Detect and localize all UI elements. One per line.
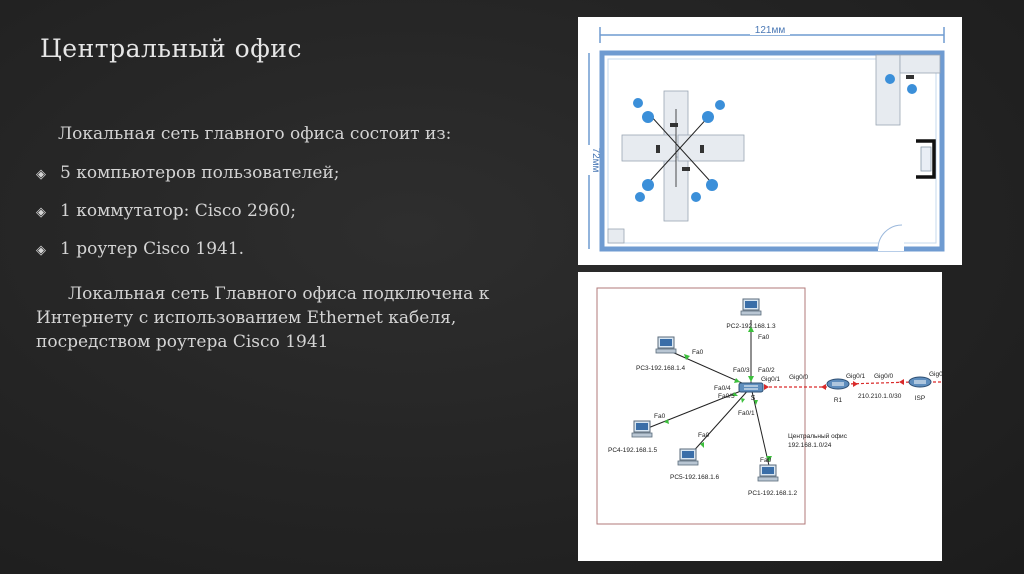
side-desk (608, 229, 624, 243)
chair-icon (702, 111, 714, 123)
port-label: Fa0 (760, 457, 772, 464)
pc3-icon[interactable] (656, 337, 676, 353)
bullet-text: 1 коммутатор: Cisco 2960; (60, 201, 297, 221)
port-label: Fa0 (692, 349, 704, 356)
slide-title: Центральный офис (40, 34, 302, 63)
port-label: Gig0/0 (789, 374, 809, 381)
link-pc4 (648, 387, 751, 428)
workstation-desk (876, 55, 900, 125)
port-label: Fa0/5 (718, 393, 735, 400)
bullet-item (36, 162, 339, 200)
topology-svg (578, 272, 942, 561)
chair-icon (691, 192, 701, 202)
cabinet-desk (921, 147, 931, 171)
height-label: 72мм (590, 147, 601, 173)
router-isp-icon[interactable] (909, 377, 931, 387)
port-label: Gig0 (929, 371, 942, 378)
chair-icon (885, 74, 895, 84)
diamond-bullet-icon: ◈ (36, 243, 46, 258)
pc4-label: PC4-192.168.1.5 (608, 447, 658, 454)
port-label: Fa0 (654, 413, 666, 420)
pc3-label: PC3-192.168.1.4 (636, 365, 686, 372)
chair-icon (635, 192, 645, 202)
pc1-label: PC1-192.168.1.2 (748, 490, 798, 497)
port-label: Fa0/1 (738, 410, 755, 417)
chair-icon (907, 84, 917, 94)
floorplan-image (578, 17, 962, 265)
diamond-bullet-icon: ◈ (36, 167, 46, 182)
width-label: 121мм (754, 25, 786, 36)
monitor-icon (670, 123, 678, 127)
pc5-icon[interactable] (678, 449, 698, 465)
bullet-text: 1 роутер Cisco 1941. (60, 239, 245, 259)
router-r1-label: R1 (833, 397, 843, 404)
port-label: Fa0 (758, 334, 770, 341)
monitor-icon (682, 167, 690, 171)
port-label: Fa0/3 (733, 367, 750, 374)
switch-icon[interactable] (739, 383, 763, 392)
conclusion-text: Локальная сеть Главного офиса подключена к Интернету с использованием Ethernet кабеля, посредством роутера Cisco 1941 (36, 284, 490, 352)
bullet-list (36, 162, 339, 276)
lan-note-line2: 192.168.1.0/24 (788, 442, 832, 449)
pc5-label: PC5-192.168.1.6 (670, 474, 720, 481)
router-isp-label: ISP (914, 395, 926, 402)
port-label: Gig0/0 (874, 373, 894, 380)
door-gap (878, 239, 904, 251)
chair-icon (706, 179, 718, 191)
wan-subnet-label: 210.210.1.0/30 (858, 393, 902, 400)
port-label: Gig0/1 (761, 376, 781, 383)
pc2-label: PC2-192.168.1.3 (726, 323, 776, 330)
router-r1-icon[interactable] (827, 379, 849, 389)
workstation-cluster (622, 91, 744, 221)
monitor-icon (906, 75, 914, 79)
monitor-icon (700, 145, 704, 153)
chair-icon (642, 179, 654, 191)
pc4-icon[interactable] (632, 421, 652, 437)
chair-icon (633, 98, 643, 108)
bullet-item (36, 238, 339, 276)
network-topology-image (578, 272, 942, 561)
floorplan-svg (578, 17, 962, 265)
intro-text: Локальная сеть главного офиса состоит из: (58, 124, 452, 144)
monitor-icon (656, 145, 660, 153)
chair-icon (715, 100, 725, 110)
port-label: Fa0/2 (758, 367, 775, 374)
port-label: Fa0 (698, 432, 710, 439)
chair-icon (642, 111, 654, 123)
lan-note-line1: Центральный офис (788, 433, 847, 440)
switch-label: S (750, 395, 756, 402)
pc2-icon[interactable] (741, 299, 761, 315)
bullet-item (36, 200, 339, 238)
port-label: Gig0/1 (846, 373, 866, 380)
pc1-icon[interactable] (758, 465, 778, 481)
bullet-text: 5 компьютеров пользователей; (60, 163, 340, 183)
port-label: Fa0/4 (714, 385, 731, 392)
diamond-bullet-icon: ◈ (36, 205, 46, 220)
workstation-desk (900, 55, 940, 73)
